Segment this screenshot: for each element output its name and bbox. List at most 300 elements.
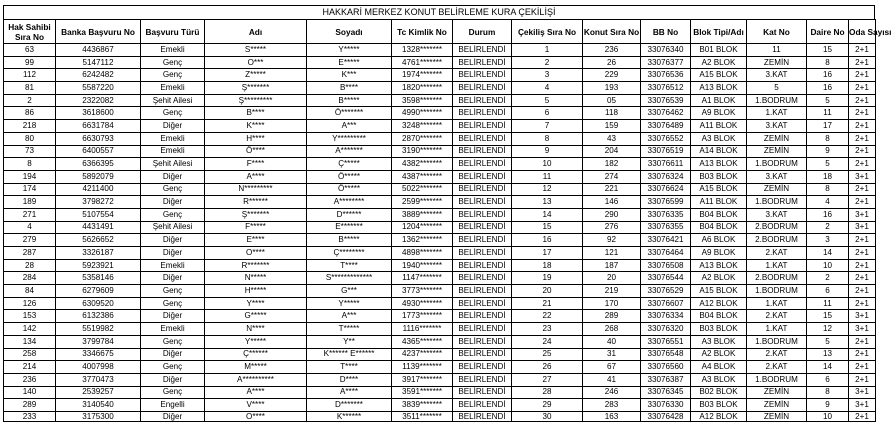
cell-banka-basvuru-no: 5892079 xyxy=(56,170,141,183)
cell-kat-no: 5 xyxy=(747,82,807,95)
cell-basvuru-turu: Şehit Ailesi xyxy=(141,94,205,107)
cell-cekilis-sira-no: 24 xyxy=(512,335,583,348)
table-row xyxy=(4,196,876,209)
cell-basvuru-turu: Genç xyxy=(141,386,205,399)
cell-bb-no: 33076489 xyxy=(641,120,691,133)
cell-bb-no: 33076377 xyxy=(641,56,691,69)
cell-adi: R******* xyxy=(205,259,307,272)
cell-kat-no: 1.BODRUM xyxy=(747,94,807,107)
cell-bb-no: 33076512 xyxy=(641,82,691,95)
cell-oda-sayisi: 2+1 xyxy=(849,361,876,374)
cell-tc-kimlik-no: 4382******* xyxy=(392,158,453,171)
col-header-konut-sira-no: Konut Sıra No xyxy=(583,20,641,44)
cell-tc-kimlik-no: 5022******* xyxy=(392,183,453,196)
cell-konut-sira-no: 163 xyxy=(583,411,641,421)
cell-kat-no: 1.KAT xyxy=(747,323,807,336)
cell-bb-no: 33076551 xyxy=(641,335,691,348)
cell-banka-basvuru-no: 4436867 xyxy=(56,44,141,57)
cell-oda-sayisi: 3+1 xyxy=(849,310,876,323)
cell-adi: S***** xyxy=(205,44,307,57)
cell-tc-kimlik-no: 4761******* xyxy=(392,56,453,69)
cell-basvuru-turu: Diğer xyxy=(141,272,205,285)
cell-cekilis-sira-no: 15 xyxy=(512,221,583,234)
cell-daire-no: 5 xyxy=(807,335,849,348)
cell-oda-sayisi: 2+1 xyxy=(849,411,876,421)
table-row xyxy=(4,208,876,221)
cell-basvuru-turu: Engelli xyxy=(141,399,205,412)
cell-daire-no: 15 xyxy=(807,310,849,323)
cell-konut-sira-no: 219 xyxy=(583,285,641,298)
cell-blok-tipi-adi: B02 BLOK xyxy=(691,386,747,399)
cell-soyadi: D**** xyxy=(307,373,392,386)
cell-bb-no: 33076529 xyxy=(641,285,691,298)
cell-kat-no: ZEMİN xyxy=(747,183,807,196)
cell-hak-sahibi-sira-no: 126 xyxy=(4,297,56,310)
cell-blok-tipi-adi: A9 BLOK xyxy=(691,247,747,260)
table-row xyxy=(4,411,876,421)
cell-soyadi: K****** xyxy=(307,411,392,421)
cell-blok-tipi-adi: A3 BLOK xyxy=(691,373,747,386)
cell-cekilis-sira-no: 1 xyxy=(512,44,583,57)
cell-hak-sahibi-sira-no: 271 xyxy=(4,208,56,221)
cell-durum: BELİRLENDİ xyxy=(453,82,512,95)
cell-konut-sira-no: 40 xyxy=(583,335,641,348)
cell-daire-no: 4 xyxy=(807,196,849,209)
col-header-tc-kimlik-no: Tc Kimlik No xyxy=(392,20,453,44)
table-row xyxy=(4,56,876,69)
cell-soyadi: B***** xyxy=(307,234,392,247)
cell-durum: BELİRLENDİ xyxy=(453,272,512,285)
cell-basvuru-turu: Emekli xyxy=(141,44,205,57)
cell-hak-sahibi-sira-no: 258 xyxy=(4,348,56,361)
cell-konut-sira-no: 67 xyxy=(583,361,641,374)
cell-soyadi: T***** xyxy=(307,323,392,336)
cell-hak-sahibi-sira-no: 153 xyxy=(4,310,56,323)
cell-bb-no: 33076334 xyxy=(641,310,691,323)
cell-tc-kimlik-no: 3190******* xyxy=(392,145,453,158)
cell-daire-no: 3 xyxy=(807,234,849,247)
cell-oda-sayisi: 3+1 xyxy=(849,399,876,412)
cell-soyadi: T**** xyxy=(307,361,392,374)
cell-daire-no: 16 xyxy=(807,69,849,82)
cell-adi: G***** xyxy=(205,310,307,323)
cell-hak-sahibi-sira-no: 287 xyxy=(4,247,56,260)
cell-blok-tipi-adi: A13 BLOK xyxy=(691,259,747,272)
cell-tc-kimlik-no: 1328******* xyxy=(392,44,453,57)
cell-basvuru-turu: Diğer xyxy=(141,170,205,183)
cell-banka-basvuru-no: 2539257 xyxy=(56,386,141,399)
cell-blok-tipi-adi: B04 BLOK xyxy=(691,221,747,234)
cell-basvuru-turu: Genç xyxy=(141,183,205,196)
cell-daire-no: 17 xyxy=(807,120,849,133)
cell-blok-tipi-adi: B03 BLOK xyxy=(691,399,747,412)
cell-cekilis-sira-no: 12 xyxy=(512,183,583,196)
cell-kat-no: 2.KAT xyxy=(747,348,807,361)
cell-banka-basvuru-no: 3326187 xyxy=(56,247,141,260)
cell-banka-basvuru-no: 3175300 xyxy=(56,411,141,421)
cell-hak-sahibi-sira-no: 140 xyxy=(4,386,56,399)
cell-oda-sayisi: 2+1 xyxy=(849,348,876,361)
cell-daire-no: 6 xyxy=(807,373,849,386)
cell-daire-no: 8 xyxy=(807,56,849,69)
cell-bb-no: 33076387 xyxy=(641,373,691,386)
cell-oda-sayisi: 3+1 xyxy=(849,208,876,221)
cell-konut-sira-no: 221 xyxy=(583,183,641,196)
cell-tc-kimlik-no: 3598******* xyxy=(392,94,453,107)
cell-bb-no: 33076330 xyxy=(641,399,691,412)
cell-durum: BELİRLENDİ xyxy=(453,221,512,234)
cell-basvuru-turu: Diğer xyxy=(141,234,205,247)
cell-bb-no: 33076324 xyxy=(641,170,691,183)
cell-blok-tipi-adi: A1 BLOK xyxy=(691,94,747,107)
cell-bb-no: 33076611 xyxy=(641,158,691,171)
cell-hak-sahibi-sira-no: 63 xyxy=(4,44,56,57)
cell-cekilis-sira-no: 30 xyxy=(512,411,583,421)
cell-kat-no: 1.BODRUM xyxy=(747,285,807,298)
cell-cekilis-sira-no: 14 xyxy=(512,208,583,221)
cell-hak-sahibi-sira-no: 73 xyxy=(4,145,56,158)
sheet-title: HAKKARİ MERKEZ KONUT BELİRLEME KURA ÇEKİLİŞİ xyxy=(3,5,875,19)
cell-konut-sira-no: 229 xyxy=(583,69,641,82)
cell-cekilis-sira-no: 7 xyxy=(512,120,583,133)
cell-oda-sayisi: 2+1 xyxy=(849,335,876,348)
cell-cekilis-sira-no: 29 xyxy=(512,399,583,412)
header-row xyxy=(4,20,876,44)
cell-kat-no: 3.KAT xyxy=(747,208,807,221)
cell-soyadi: A******* xyxy=(307,145,392,158)
col-header-hak-sahibi-sira-no: Hak Sahibi Sıra No xyxy=(4,20,56,44)
cell-durum: BELİRLENDİ xyxy=(453,361,512,374)
cell-blok-tipi-adi: A9 BLOK xyxy=(691,107,747,120)
cell-basvuru-turu: Genç xyxy=(141,69,205,82)
cell-basvuru-turu: Emekli xyxy=(141,82,205,95)
cell-durum: BELİRLENDİ xyxy=(453,297,512,310)
cell-banka-basvuru-no: 5358146 xyxy=(56,272,141,285)
cell-hak-sahibi-sira-no: 84 xyxy=(4,285,56,298)
cell-konut-sira-no: 193 xyxy=(583,82,641,95)
cell-blok-tipi-adi: A11 BLOK xyxy=(691,196,747,209)
cell-hak-sahibi-sira-no: 4 xyxy=(4,221,56,234)
cell-adi: Ş******* xyxy=(205,82,307,95)
cell-blok-tipi-adi: A13 BLOK xyxy=(691,82,747,95)
table-row xyxy=(4,323,876,336)
cell-oda-sayisi: 2+1 xyxy=(849,145,876,158)
table-row xyxy=(4,297,876,310)
cell-tc-kimlik-no: 1773******* xyxy=(392,310,453,323)
cell-banka-basvuru-no: 6366395 xyxy=(56,158,141,171)
col-header-blok-tipi-adi: Blok Tipi/Adı xyxy=(691,20,747,44)
cell-banka-basvuru-no: 3346675 xyxy=(56,348,141,361)
cell-bb-no: 33076355 xyxy=(641,221,691,234)
cell-adi: Ç****** xyxy=(205,348,307,361)
cell-cekilis-sira-no: 3 xyxy=(512,69,583,82)
cell-soyadi: B**** xyxy=(307,82,392,95)
cell-kat-no: 1.BODRUM xyxy=(747,373,807,386)
cell-kat-no: ZEMİN xyxy=(747,386,807,399)
cell-konut-sira-no: 236 xyxy=(583,44,641,57)
cell-adi: O*** xyxy=(205,56,307,69)
cell-kat-no: 1.BODRUM xyxy=(747,196,807,209)
cell-soyadi: S************* xyxy=(307,272,392,285)
cell-kat-no: ZEMİN xyxy=(747,132,807,145)
cell-blok-tipi-adi: B04 BLOK xyxy=(691,310,747,323)
table-row xyxy=(4,247,876,260)
cell-bb-no: 33076508 xyxy=(641,259,691,272)
cell-adi: R****** xyxy=(205,196,307,209)
cell-adi: F***** xyxy=(205,221,307,234)
cell-soyadi: E******* xyxy=(307,221,392,234)
cell-kat-no: ZEMİN xyxy=(747,145,807,158)
cell-cekilis-sira-no: 22 xyxy=(512,310,583,323)
cell-oda-sayisi: 3+1 xyxy=(849,386,876,399)
col-header-cekilis-sira-no: Çekiliş Sıra No xyxy=(512,20,583,44)
cell-konut-sira-no: 20 xyxy=(583,272,641,285)
table-row xyxy=(4,145,876,158)
cell-oda-sayisi: 2+1 xyxy=(849,183,876,196)
cell-banka-basvuru-no: 5587220 xyxy=(56,82,141,95)
cell-daire-no: 14 xyxy=(807,247,849,260)
cell-adi: Z***** xyxy=(205,69,307,82)
cell-adi: Y***** xyxy=(205,335,307,348)
cell-adi: O**** xyxy=(205,247,307,260)
cell-oda-sayisi: 2+1 xyxy=(849,272,876,285)
cell-kat-no: 1.BODRUM xyxy=(747,158,807,171)
cell-tc-kimlik-no: 4237******* xyxy=(392,348,453,361)
cell-adi: M***** xyxy=(205,361,307,374)
cell-basvuru-turu: Emekli xyxy=(141,259,205,272)
cell-banka-basvuru-no: 4431491 xyxy=(56,221,141,234)
cell-basvuru-turu: Genç xyxy=(141,285,205,298)
cell-oda-sayisi: 2+1 xyxy=(849,82,876,95)
cell-durum: BELİRLENDİ xyxy=(453,69,512,82)
cell-durum: BELİRLENDİ xyxy=(453,323,512,336)
cell-konut-sira-no: 289 xyxy=(583,310,641,323)
col-header-bb-no: BB No xyxy=(641,20,691,44)
cell-oda-sayisi: 3+1 xyxy=(849,323,876,336)
cell-blok-tipi-adi: A4 BLOK xyxy=(691,361,747,374)
cell-cekilis-sira-no: 28 xyxy=(512,386,583,399)
cell-basvuru-turu: Diğer xyxy=(141,348,205,361)
cell-durum: BELİRLENDİ xyxy=(453,335,512,348)
cell-bb-no: 33076464 xyxy=(641,247,691,260)
cell-basvuru-turu: Emekli xyxy=(141,145,205,158)
cell-kat-no: 1.KAT xyxy=(747,297,807,310)
cell-tc-kimlik-no: 3511******* xyxy=(392,411,453,421)
cell-cekilis-sira-no: 16 xyxy=(512,234,583,247)
cell-adi: Ş******* xyxy=(205,208,307,221)
cell-oda-sayisi: 2+1 xyxy=(849,132,876,145)
cell-tc-kimlik-no: 1204******* xyxy=(392,221,453,234)
cell-durum: BELİRLENDİ xyxy=(453,234,512,247)
cell-blok-tipi-adi: B04 BLOK xyxy=(691,208,747,221)
cell-tc-kimlik-no: 1820******* xyxy=(392,82,453,95)
cell-adi: A********** xyxy=(205,373,307,386)
cell-kat-no: 1.KAT xyxy=(747,107,807,120)
cell-banka-basvuru-no: 6279609 xyxy=(56,285,141,298)
cell-oda-sayisi: 2+1 xyxy=(849,94,876,107)
cell-durum: BELİRLENDİ xyxy=(453,348,512,361)
cell-banka-basvuru-no: 5519982 xyxy=(56,323,141,336)
cell-oda-sayisi: 2+1 xyxy=(849,120,876,133)
cell-cekilis-sira-no: 20 xyxy=(512,285,583,298)
cell-oda-sayisi: 2+1 xyxy=(849,234,876,247)
table-row xyxy=(4,94,876,107)
cell-durum: BELİRLENDİ xyxy=(453,373,512,386)
cell-blok-tipi-adi: A3 BLOK xyxy=(691,335,747,348)
cell-adi: A**** xyxy=(205,170,307,183)
cell-bb-no: 33076519 xyxy=(641,145,691,158)
cell-hak-sahibi-sira-no: 194 xyxy=(4,170,56,183)
cell-basvuru-turu: Diğer xyxy=(141,120,205,133)
cell-tc-kimlik-no: 3889******* xyxy=(392,208,453,221)
cell-soyadi: Ö***** xyxy=(307,170,392,183)
cell-oda-sayisi: 2+1 xyxy=(849,259,876,272)
cell-soyadi: Y********* xyxy=(307,132,392,145)
cell-konut-sira-no: 92 xyxy=(583,234,641,247)
cell-cekilis-sira-no: 10 xyxy=(512,158,583,171)
cell-tc-kimlik-no: 2599******* xyxy=(392,196,453,209)
cell-konut-sira-no: 159 xyxy=(583,120,641,133)
cell-hak-sahibi-sira-no: 81 xyxy=(4,82,56,95)
cell-bb-no: 33076544 xyxy=(641,272,691,285)
cell-blok-tipi-adi: B03 BLOK xyxy=(691,323,747,336)
cell-konut-sira-no: 118 xyxy=(583,107,641,120)
cell-kat-no: 3.KAT xyxy=(747,170,807,183)
cell-daire-no: 11 xyxy=(807,297,849,310)
cell-kat-no: 1.BODRUM xyxy=(747,335,807,348)
cell-daire-no: 2 xyxy=(807,221,849,234)
table-row xyxy=(4,259,876,272)
cell-bb-no: 33076599 xyxy=(641,196,691,209)
col-header-adi: Adı xyxy=(205,20,307,44)
table-row xyxy=(4,120,876,133)
cell-bb-no: 33076539 xyxy=(641,94,691,107)
cell-adi: A**** xyxy=(205,386,307,399)
cell-cekilis-sira-no: 26 xyxy=(512,361,583,374)
cell-cekilis-sira-no: 2 xyxy=(512,56,583,69)
cell-soyadi: T**** xyxy=(307,259,392,272)
cell-kat-no: 2.BODRUM xyxy=(747,221,807,234)
cell-basvuru-turu: Emekli xyxy=(141,323,205,336)
cell-banka-basvuru-no: 5147112 xyxy=(56,56,141,69)
cell-basvuru-turu: Genç xyxy=(141,297,205,310)
cell-cekilis-sira-no: 17 xyxy=(512,247,583,260)
cell-kat-no: 11 xyxy=(747,44,807,57)
table-row xyxy=(4,82,876,95)
cell-durum: BELİRLENDİ xyxy=(453,411,512,421)
cell-hak-sahibi-sira-no: 236 xyxy=(4,373,56,386)
cell-banka-basvuru-no: 4007998 xyxy=(56,361,141,374)
cell-kat-no: 1.KAT xyxy=(747,259,807,272)
cell-konut-sira-no: 170 xyxy=(583,297,641,310)
cell-tc-kimlik-no: 3248******* xyxy=(392,120,453,133)
cell-daire-no: 10 xyxy=(807,411,849,421)
table-row xyxy=(4,170,876,183)
cell-banka-basvuru-no: 6132386 xyxy=(56,310,141,323)
cell-bb-no: 33076421 xyxy=(641,234,691,247)
cell-durum: BELİRLENDİ xyxy=(453,170,512,183)
cell-kat-no: 2.KAT xyxy=(747,361,807,374)
cell-hak-sahibi-sira-no: 86 xyxy=(4,107,56,120)
cell-basvuru-turu: Emekli xyxy=(141,132,205,145)
cell-banka-basvuru-no: 6309520 xyxy=(56,297,141,310)
cell-basvuru-turu: Şehit Ailesi xyxy=(141,158,205,171)
cell-basvuru-turu: Genç xyxy=(141,335,205,348)
cell-cekilis-sira-no: 25 xyxy=(512,348,583,361)
cell-daire-no: 9 xyxy=(807,145,849,158)
cell-bb-no: 33076536 xyxy=(641,69,691,82)
cell-bb-no: 33076428 xyxy=(641,411,691,421)
cell-durum: BELİRLENDİ xyxy=(453,132,512,145)
cell-soyadi: A******** xyxy=(307,196,392,209)
cell-soyadi: B***** xyxy=(307,94,392,107)
cell-adi: F**** xyxy=(205,158,307,171)
cell-daire-no: 13 xyxy=(807,348,849,361)
cell-banka-basvuru-no: 3140540 xyxy=(56,399,141,412)
cell-kat-no: 2.KAT xyxy=(747,247,807,260)
cell-cekilis-sira-no: 13 xyxy=(512,196,583,209)
table-row xyxy=(4,335,876,348)
cell-oda-sayisi: 2+1 xyxy=(849,297,876,310)
cell-durum: BELİRLENDİ xyxy=(453,247,512,260)
table-row xyxy=(4,310,876,323)
cell-durum: BELİRLENDİ xyxy=(453,107,512,120)
cell-banka-basvuru-no: 2322082 xyxy=(56,94,141,107)
cell-hak-sahibi-sira-no: 28 xyxy=(4,259,56,272)
cell-daire-no: 16 xyxy=(807,208,849,221)
cell-konut-sira-no: 146 xyxy=(583,196,641,209)
cell-tc-kimlik-no: 2870******* xyxy=(392,132,453,145)
cell-blok-tipi-adi: B03 BLOK xyxy=(691,170,747,183)
cell-basvuru-turu: Şehit Ailesi xyxy=(141,221,205,234)
cell-soyadi: A*** xyxy=(307,310,392,323)
cell-soyadi: Y***** xyxy=(307,297,392,310)
cell-tc-kimlik-no: 1974******* xyxy=(392,69,453,82)
cell-konut-sira-no: 187 xyxy=(583,259,641,272)
col-header-soyadi: Soyadı xyxy=(307,20,392,44)
cell-oda-sayisi: 2+1 xyxy=(849,44,876,57)
cell-durum: BELİRLENDİ xyxy=(453,259,512,272)
cell-tc-kimlik-no: 4930******* xyxy=(392,297,453,310)
cell-adi: Ş********* xyxy=(205,94,307,107)
table-row xyxy=(4,348,876,361)
cell-adi: N********* xyxy=(205,183,307,196)
cell-basvuru-turu: Genç xyxy=(141,56,205,69)
cell-adi: H**** xyxy=(205,132,307,145)
cell-adi: N**** xyxy=(205,323,307,336)
cell-cekilis-sira-no: 8 xyxy=(512,132,583,145)
cell-basvuru-turu: Diğer xyxy=(141,310,205,323)
cell-soyadi: E***** xyxy=(307,56,392,69)
cell-soyadi: G*** xyxy=(307,285,392,298)
cell-blok-tipi-adi: A3 BLOK xyxy=(691,132,747,145)
cell-tc-kimlik-no: 3917******* xyxy=(392,373,453,386)
cell-konut-sira-no: 290 xyxy=(583,208,641,221)
cell-banka-basvuru-no: 5107554 xyxy=(56,208,141,221)
cell-hak-sahibi-sira-no: 142 xyxy=(4,323,56,336)
cell-soyadi: A**** xyxy=(307,386,392,399)
cell-soyadi: K****** E****** xyxy=(307,348,392,361)
cell-daire-no: 8 xyxy=(807,132,849,145)
cell-basvuru-turu: Diğer xyxy=(141,373,205,386)
cell-adi: B**** xyxy=(205,107,307,120)
cell-tc-kimlik-no: 1147******* xyxy=(392,272,453,285)
cell-adi: Ö**** xyxy=(205,145,307,158)
cell-blok-tipi-adi: B01 BLOK xyxy=(691,44,747,57)
cell-hak-sahibi-sira-no: 284 xyxy=(4,272,56,285)
cell-daire-no: 16 xyxy=(807,82,849,95)
cell-basvuru-turu: Genç xyxy=(141,107,205,120)
